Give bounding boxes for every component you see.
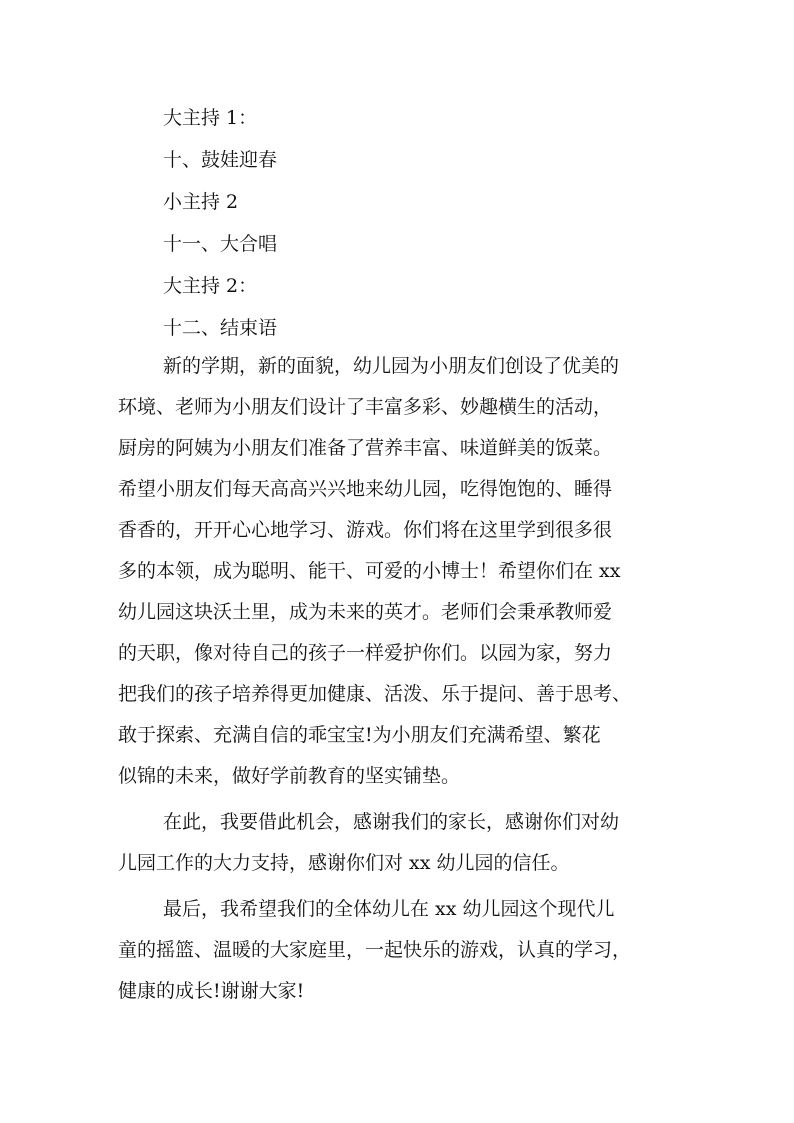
paragraph-line: 新的学期，新的面貌，幼儿园为小朋友们创设了优美的 [163,355,620,377]
program-line-host1: 大主持 1： [163,107,258,129]
program-line-host3: 大主持 2： [163,275,258,297]
program-line-host2: 小主持 2 [163,191,239,213]
paragraph-line: 希望小朋友们每天高高兴兴地来幼儿园，吃得饱饱的、睡得 [118,478,613,500]
program-item-11: 十一、大合唱 [163,233,278,255]
paragraph-line: 把我们的孩子培养得更加健康、活泼、乐于提问、善于思考、 [118,683,632,705]
paragraph-line: 最后，我希望我们的全体幼儿在 xx 幼儿园这个现代儿 [163,898,615,920]
paragraph-line: 香香的，开开心心地学习、游戏。你们将在这里学到很多很 [118,519,613,541]
paragraph-line: 幼儿园这块沃土里，成为未来的英才。老师们会秉承教师爱 [118,601,613,623]
paragraph-line: 似锦的未来，做好学前教育的坚实铺垫。 [118,765,461,787]
paragraph-line: 童的摇篮、温暖的大家庭里，一起快乐的游戏，认真的学习， [118,939,632,961]
program-item-12: 十二、结束语 [163,317,278,339]
paragraph-line: 健康的成长!谢谢大家! [118,980,305,1002]
paragraph-line: 环境、老师为小朋友们设计了丰富多彩、妙趣横生的活动， [118,396,613,418]
program-item-10: 十、鼓娃迎春 [163,149,278,171]
paragraph-line: 多的本领，成为聪明、能干、可爱的小博士！希望你们在 xx [118,560,621,582]
paragraph-line: 敢于探索、充满自信的乖宝宝!为小朋友们充满希望、繁花 [118,724,601,746]
paragraph-line: 厨房的阿姨为小朋友们准备了营养丰富、味道鲜美的饭菜。 [118,437,613,459]
paragraph-line: 在此，我要借此机会，感谢我们的家长，感谢你们对幼 [163,811,620,833]
paragraph-line: 的天职，像对待自己的孩子一样爱护你们。以园为家，努力 [118,642,613,664]
paragraph-line: 儿园工作的大力支持，感谢你们对 xx 幼儿园的信任。 [118,852,570,874]
